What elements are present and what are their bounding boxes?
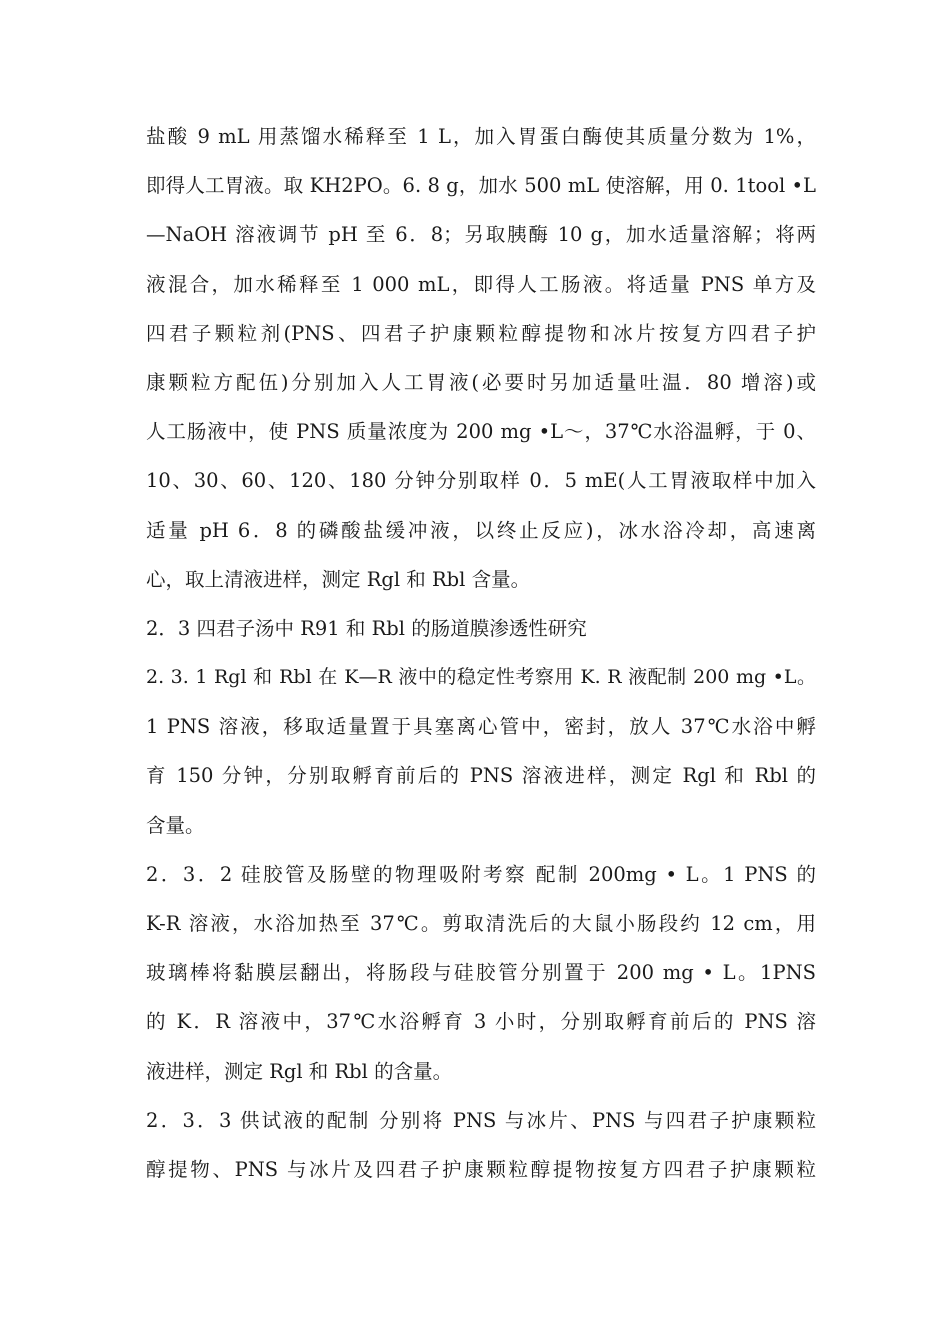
text-line: 康颗粒方配伍)分别加入人工胃液(必要时另加适量吐温．80 增溶)或 xyxy=(146,370,816,394)
text-line: 1 PNS 溶液，移取适量置于具塞离心管中，密封，放人 37℃水浴中孵 xyxy=(146,715,816,739)
text-line: 即得人工胃液。取 KH2PO。6. 8 g，加水 500 mL 使溶解，用 0. 1tool •L xyxy=(146,174,816,198)
text-line: 10、30、60、120、180 分钟分别取样 0．5 mE(人工胃液取样中加入 xyxy=(146,469,816,493)
text-line: 2．3．3 供试液的配制 分别将 PNS 与冰片、PNS 与四君子护康颗粒 xyxy=(146,1108,816,1132)
text-line: 适量 pH 6．8 的磷酸盐缓冲液，以终止反应)，冰水浴冷却，高速离 xyxy=(146,518,816,542)
section-heading: 2．3 四君子汤中 R91 和 Rbl 的肠道膜渗透性研究 xyxy=(146,616,587,640)
text-line: 心，取上清液进样，测定 Rgl 和 Rbl 含量。 xyxy=(146,567,531,591)
text-line: 含量。 xyxy=(146,813,205,837)
text-line: 醇提物、PNS 与冰片及四君子护康颗粒醇提物按复方四君子护康颗粒 xyxy=(146,1157,816,1181)
text-line: 液混合，加水稀释至 1 000 mL，即得人工肠液。将适量 PNS 单方及 xyxy=(146,272,816,296)
text-line: K-R 溶液，水浴加热至 37℃。剪取清洗后的大鼠小肠段约 12 cm，用 xyxy=(146,912,816,935)
document-body xyxy=(146,112,816,1194)
text-line: 2. 3. 1 Rgl 和 Rbl 在 K—R 液中的稳定性考察用 K. R 液配制 200 mg •L。 xyxy=(146,666,816,689)
text-line: 液进样，测定 Rgl 和 Rbl 的含量。 xyxy=(146,1059,453,1083)
text-line: 的 K．R 溶液中，37℃水浴孵育 3 小时，分别取孵育前后的 PNS 溶 xyxy=(146,1010,816,1034)
text-line: 2．3．2 硅胶管及肠壁的物理吸附考察 配制 200mg • L。1 PNS 的 xyxy=(146,862,816,886)
text-line: 四君子颗粒剂(PNS、四君子护康颗粒醇提物和冰片按复方四君子护 xyxy=(146,321,816,345)
text-line: 人工肠液中，使 PNS 质量浓度为 200 mg •L～，37℃水浴温孵，于 0、 xyxy=(146,420,816,444)
text-line: 育 150 分钟，分别取孵育前后的 PNS 溶液进样，测定 Rgl 和 Rbl 的 xyxy=(146,764,816,788)
text-line: —NaOH 溶液调节 pH 至 6．8；另取胰酶 10 g，加水适量溶解；将两 xyxy=(146,223,816,247)
text-line: 盐酸 9 mL 用蒸馏水稀释至 1 L，加入胃蛋白酶使其质量分数为 1%， xyxy=(146,125,816,148)
text-line: 玻璃棒将黏膜层翻出，将肠段与硅胶管分别置于 200 mg • L。1PNS xyxy=(146,961,816,985)
